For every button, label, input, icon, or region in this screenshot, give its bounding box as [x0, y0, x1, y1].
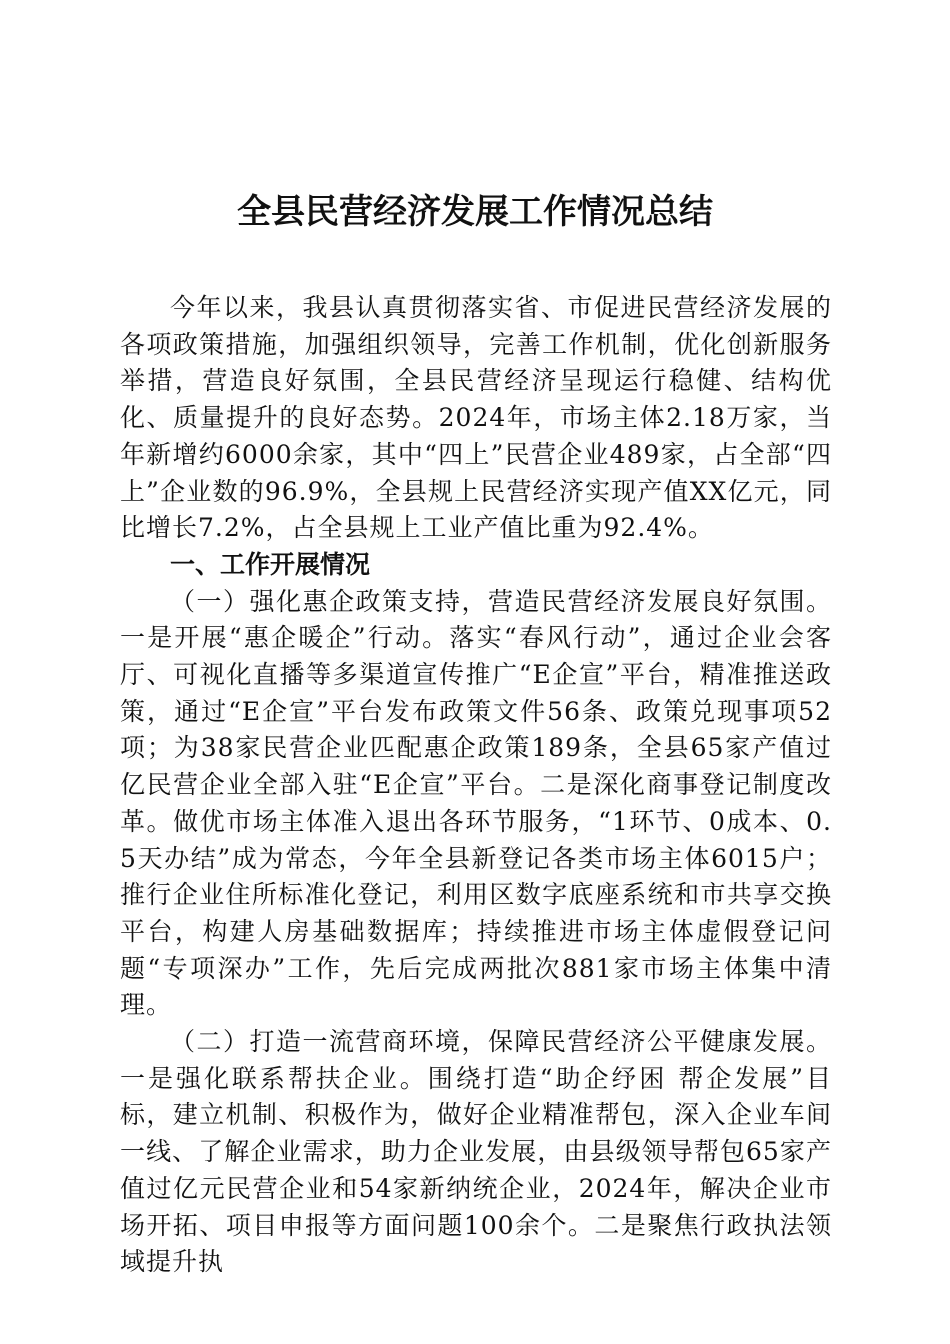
document-title: 全县民营经济发展工作情况总结: [237, 192, 713, 232]
subsection-2-paragraph: [120, 1024, 832, 1281]
section-heading-work-progress: 一、工作开展情况: [170, 549, 371, 579]
subsection-1-body: 一是开展“惠企暖企”行动。落实“春风行动”，通过企业会客厅、可视化直播等多渠道宣传推广“E企宣”平台，精准推送政策，通过“E企宣”平台发布政策文件56条、政策兑现事项52项；为38家民营企业匹配惠企政策189条，全县65家产值过亿民营企业全部入驻“E企宣”平台。二是深化商事登记制度改革。做优市场主体准入退出各环节服务，“1环节、0成本、0.5天办结”成为常态，今年全县新登记各类市场主体6015户；推行企业住所标准化登记，利用区数字底座系统和市共享交换平台，构建人房基础数据库；持续推进市场主体虚假登记问题“专项深办”工作，先后完成两批次881家市场主体集中清理。: [120, 623, 832, 1020]
intro-paragraph: 今年以来，我县认真贯彻落实省、市促进民营经济发展的各项政策措施，加强组织领导，完善工作机制，优化创新服务举措，营造良好氛围，全县民营经济呈现运行稳健、结构优化、质量提升的良好态势。2024年，市场主体2.18万家，当年新增约6000余家，其中“四上”民营企业489家，占全部“四上”企业数的96.9%，全县规上民营经济实现产值XX亿元，同比增长7.2%，占全县规上工业产值比重为92.4%。: [120, 293, 832, 543]
document-body: [120, 290, 832, 1281]
subsection-1-heading: （一）强化惠企政策支持，营造民营经济发展良好氛围。: [170, 586, 832, 616]
subsection-1-paragraph: [120, 584, 832, 1024]
subsection-2-body: 一是强化联系帮扶企业。围绕打造“助企纾困 帮企发展”目标，建立机制、积极作为，做好企业精准帮包，深入企业车间一线、了解企业需求，助力企业发展，由县级领导帮包65家产值过亿元民营企业和54家新纳统企业，2024年，解决企业市场开拓、项目申报等方面问题100余个。二是聚焦行政执法领域提升执: [120, 1063, 832, 1277]
subsection-2-heading: （二）打造一流营商环境，保障民营经济公平健康发展。: [170, 1027, 832, 1057]
